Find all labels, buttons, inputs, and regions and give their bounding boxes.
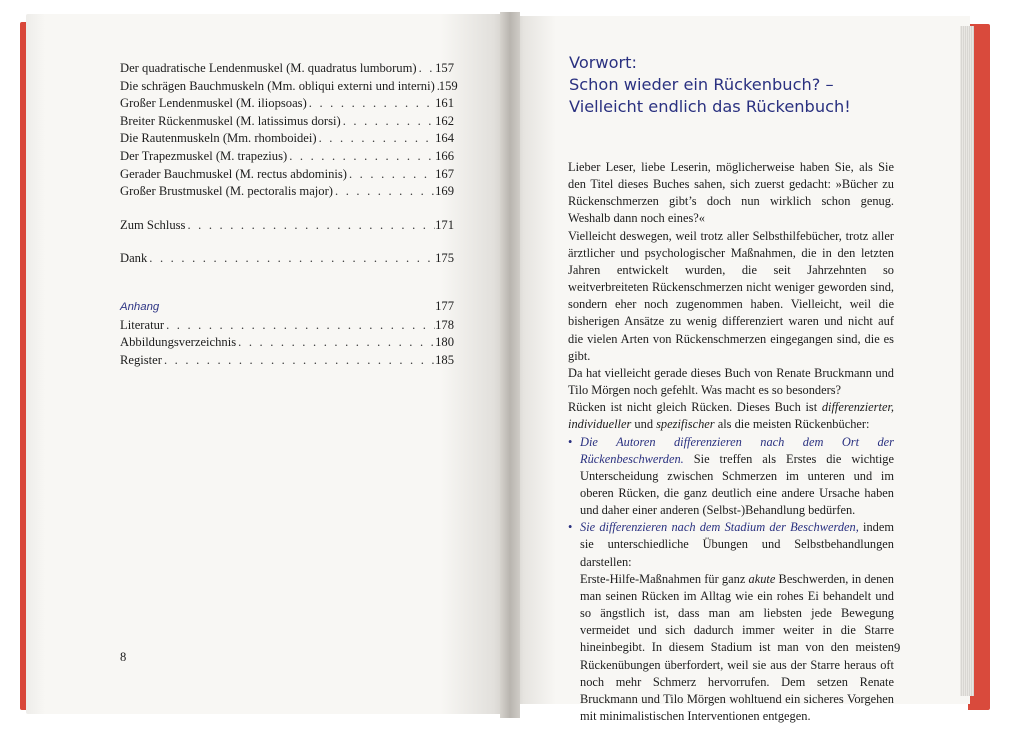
- heading-line: Schon wieder ein Rückenbuch? –: [569, 75, 834, 94]
- paragraph: Lieber Leser, liebe Leserin, möglicherweise haben Sie, als Sie den Titel dieses Buches sahen, sich zuerst gedacht: »Bücher zu Rückenschmerzen gibt’s doch nun wirklich schon genug. Weshalb dann noch eines?«: [568, 160, 894, 226]
- toc-entry: Register . . . 185: [120, 352, 454, 370]
- book-gutter: [500, 12, 520, 718]
- toc-appendix-heading: [120, 298, 454, 317]
- paragraph: Erste-Hilfe-Maßnahmen für ganz akute Beschwerden, in denen man seinen Rücken im Alltag wie ein rohes Ei behandelt und so ängstlich ist, dass man am liebsten jede Bewegung vermeidet und sich dadurch immer weiter in die Starre hineinbegibt. In diesem Stadium ist man von den meisten Rückenübungen überfordert, weil sie aus der Starre heraus oft noch mehr Schmerz hervorrufen. Dem setzen Renate Bruckmann und Tilo Mörgen wohltuend ein sicheres Vorgehen mit minimalistischen Interventionen entgegen.: [580, 571, 894, 723]
- page-number-right: 9: [894, 641, 901, 655]
- toc-entry: Der Trapezmuskel (M. trapezius) . . . 166: [120, 148, 454, 166]
- toc-entry: Der quadratische Lendenmuskel (M. quadratus lumborum) . . . 157: [120, 60, 454, 78]
- heading-line: Vielleicht endlich das Rückenbuch!: [569, 97, 851, 116]
- bullet-icon: •: [568, 434, 573, 449]
- toc-entry-thanks: Dank . . . 175: [120, 250, 454, 268]
- toc-entry: Abbildungsverzeichnis . . . 180: [120, 334, 454, 352]
- toc-entry: Breiter Rückenmuskel (M. latissimus dorsi) . . . 162: [120, 113, 454, 131]
- appendix-label: Anhang: [120, 300, 160, 313]
- page-edges: [960, 26, 974, 696]
- list-item: • Die Autoren differenzieren nach dem Ort der Rückenbeschwerden. Sie treffen als Erstes die wichtige Unterscheidung zwischen Schmerzen im unteren und im oberen Rücken, die ganz deutlich eine andere Ursache haben und daher einer anderen (Selbst-)Behandlung bedürfen.: [568, 434, 894, 518]
- toc-entry: Literatur . . . 178: [120, 317, 454, 335]
- list-item: • Sie differenzieren nach dem Stadium der Beschwerden, indem sie unterschiedliche Übungen und Selbstbehandlungen darstellen: Erste-Hilfe-Maßnahmen für ganz akute Beschwerden, in denen man seinen Rücken im Alltag wie ein rohes Ei behandelt und so ängstlich ist, dass man am liebsten jede Bewegung vermeidet und sich dadurch immer weiter in die Starre hineinbegibt. In diesem Stadium ist man von den meisten Rückenübungen überfordert, weil sie aus der Starre heraus oft noch mehr Schmerz hervorrufen. Dem setzen Renate Bruckmann und Tilo Mörgen wohltuend ein sicheres Vorgehen mit minimalistischen Interventionen entgegen.: [568, 519, 894, 725]
- toc-entry: Die Rautenmuskeln (Mm. rhomboidei) . . . 164: [120, 130, 454, 148]
- paragraph: Rücken ist nicht gleich Rücken. Dieses Buch ist differenzierter, individueller und spezifischer als die meisten Rückenbücher:: [568, 400, 894, 432]
- paragraph: Vielleicht deswegen, weil trotz aller Selbsthilfebücher, trotz aller ärztlicher und psychologischer Maßnahmen, die in den letzten Jahren entwickelt wurden, die seit Jahrzehnten so weitverbreiteten Rückenschmerzen nicht weniger geworden sind, sondern eher noch zugenommen haben. Vielleicht, weil die bisherigen Ansätze zu wenig differenziert waren und nicht auf die vielen Arten von Rückenschmerzen eingegangen sind, die es gibt.: [568, 228, 894, 363]
- paragraph: Da hat vielleicht gerade dieses Buch von Renate Bruckmann und Tilo Mörgen noch gefehlt. Was macht es so besonders?: [568, 365, 894, 398]
- toc-entry: Großer Lendenmuskel (M. iliopsoas) . . . 161: [120, 95, 454, 113]
- foreword-body: [568, 159, 894, 725]
- toc-entry: Großer Brustmuskel (M. pectoralis major) . . . 169: [120, 183, 454, 201]
- toc-entry: Gerader Bauchmuskel (M. rectus abdominis) . . . 167: [120, 166, 454, 184]
- toc-entry-closing: Zum Schluss . . . 171: [120, 217, 454, 235]
- chapter-heading: [569, 52, 889, 118]
- table-of-contents: [120, 60, 458, 369]
- page-number-left: 8: [120, 650, 127, 664]
- heading-line: Vorwort:: [569, 53, 637, 72]
- bullet-icon: •: [568, 520, 573, 535]
- bullet-list: [568, 434, 894, 726]
- toc-entry: Die schrägen Bauchmuskeln (Mm. obliqui externi und interni) . . . 159: [120, 78, 454, 96]
- appendix-page: 177: [435, 298, 454, 313]
